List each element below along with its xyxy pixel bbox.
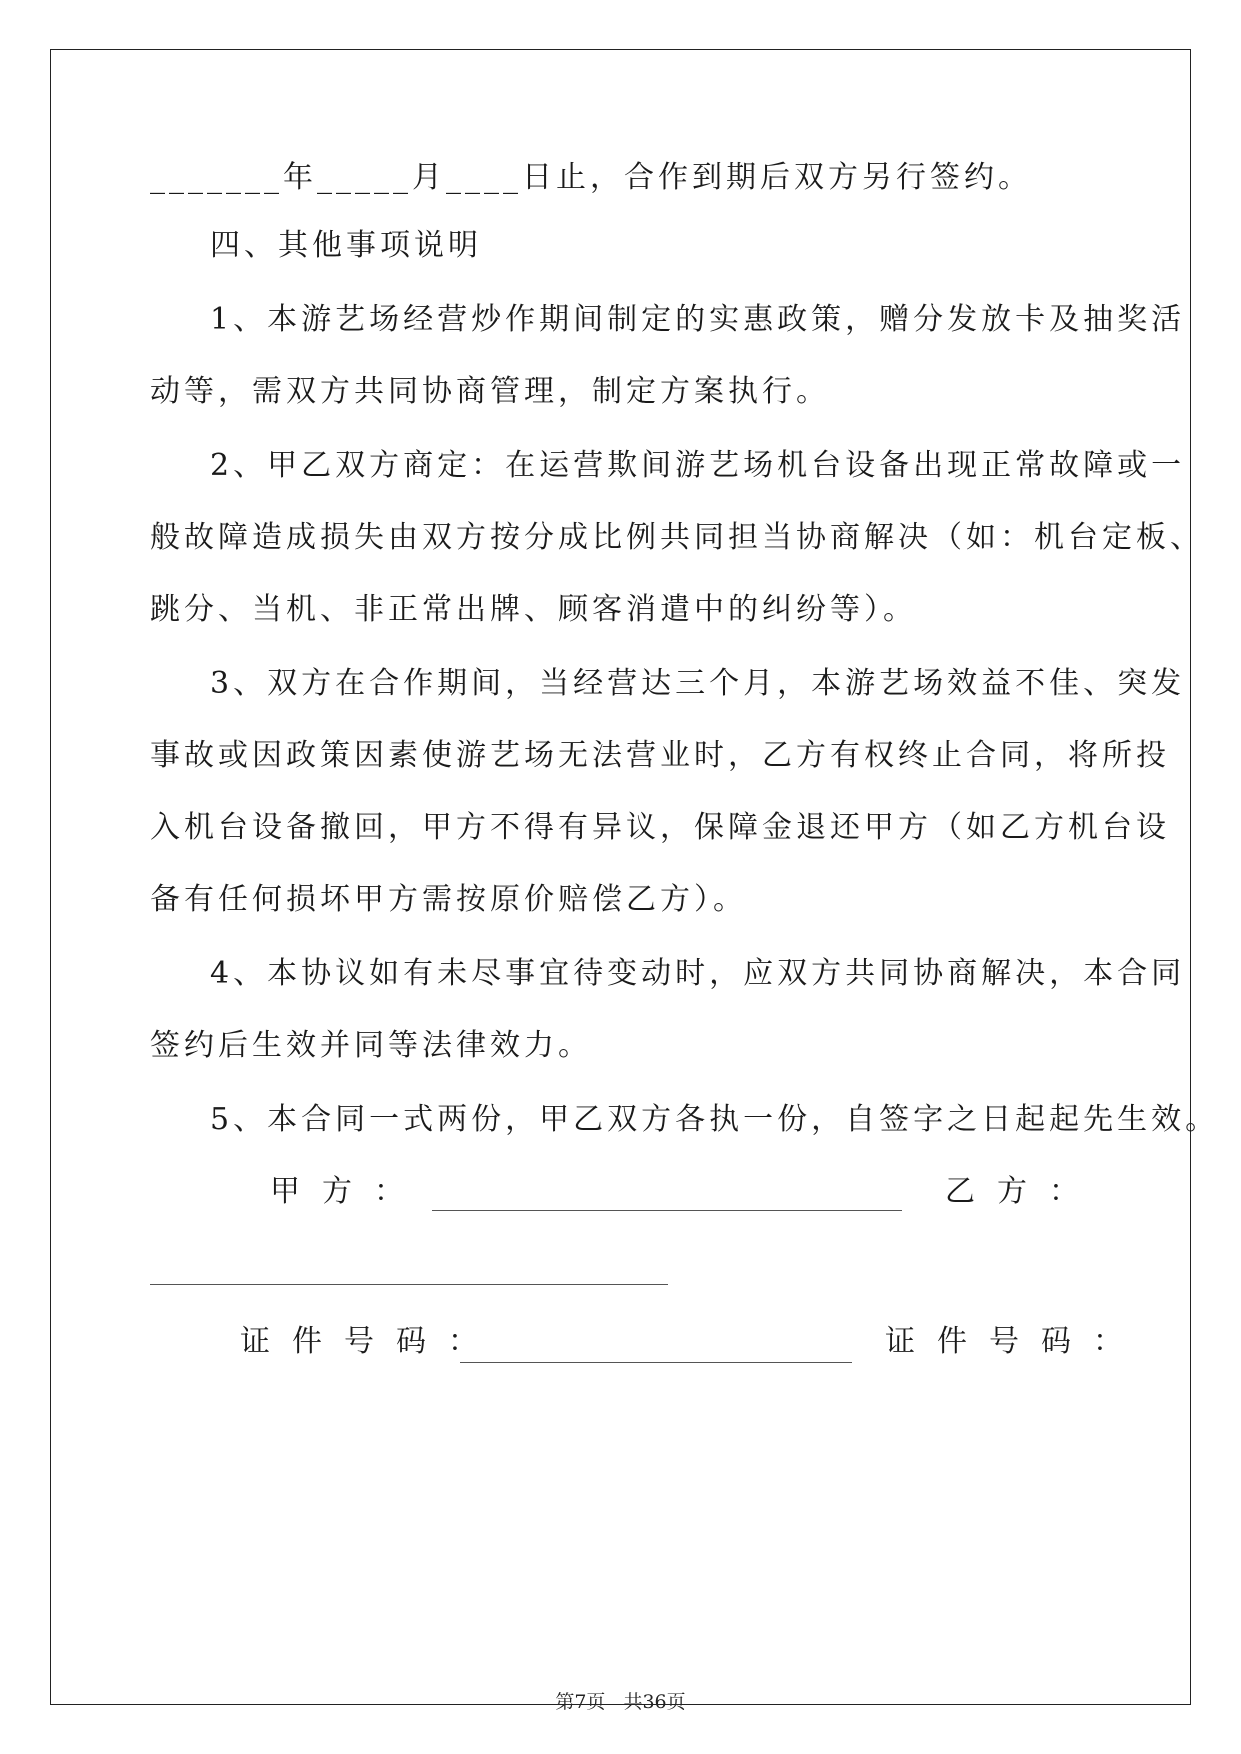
paragraph-line: _______年_____月____日止，合作到期后双方另行签约。 — [150, 160, 1032, 195]
party-a-signature-line — [432, 1210, 902, 1211]
paragraph-line: 动等，需双方共同协商管理，制定方案执行。 — [150, 374, 830, 409]
paragraph-line: 事故或因政策因素使游艺场无法营业时，乙方有权终止合同，将所投 — [150, 738, 1170, 773]
paragraph-line: 5、本合同一式两份，甲乙双方各执一份，自签字之日起起先生效。 — [210, 1102, 1220, 1137]
paragraph-line: 4、本协议如有未尽事宜待变动时，应双方共同协商解决，本合同 — [210, 956, 1186, 991]
paragraph-line: 跳分、当机、非正常出牌、顾客消遣中的纠纷等）。 — [150, 592, 917, 627]
page-border — [50, 49, 1191, 1705]
page-number: 第7页 — [555, 1691, 606, 1713]
id-number-b-label: 证件号码： — [885, 1324, 1145, 1359]
paragraph-line: 1、本游艺场经营炒作期间制定的实惠政策，赠分发放卡及抽奖活 — [210, 302, 1186, 337]
paragraph-line: 备有任何损坏甲方需按原价赔偿乙方）。 — [150, 882, 747, 917]
party-b-label: 乙方： — [945, 1174, 1101, 1209]
page-footer — [0, 1690, 1241, 1714]
party-b-signature-line — [150, 1284, 668, 1285]
paragraph-line: 3、双方在合作期间，当经营达三个月，本游艺场效益不佳、突发 — [210, 666, 1186, 701]
paragraph-line: 般故障造成损失由双方按分成比例共同担当协商解决（如：机台定板、 — [150, 520, 1204, 555]
paragraph-line: 2、甲乙双方商定：在运营欺间游艺场机台设备出现正常故障或一 — [210, 448, 1186, 483]
section-heading: 四、其他事项说明 — [210, 228, 482, 263]
id-number-a-line — [460, 1362, 852, 1363]
paragraph-line: 入机台设备撤回，甲方不得有异议，保障金退还甲方（如乙方机台设 — [150, 810, 1170, 845]
page-total: 共36页 — [623, 1691, 686, 1713]
id-number-a-label: 证件号码： — [240, 1324, 500, 1359]
paragraph-line: 签约后生效并同等法律效力。 — [150, 1028, 592, 1063]
party-a-label: 甲方： — [270, 1174, 426, 1209]
